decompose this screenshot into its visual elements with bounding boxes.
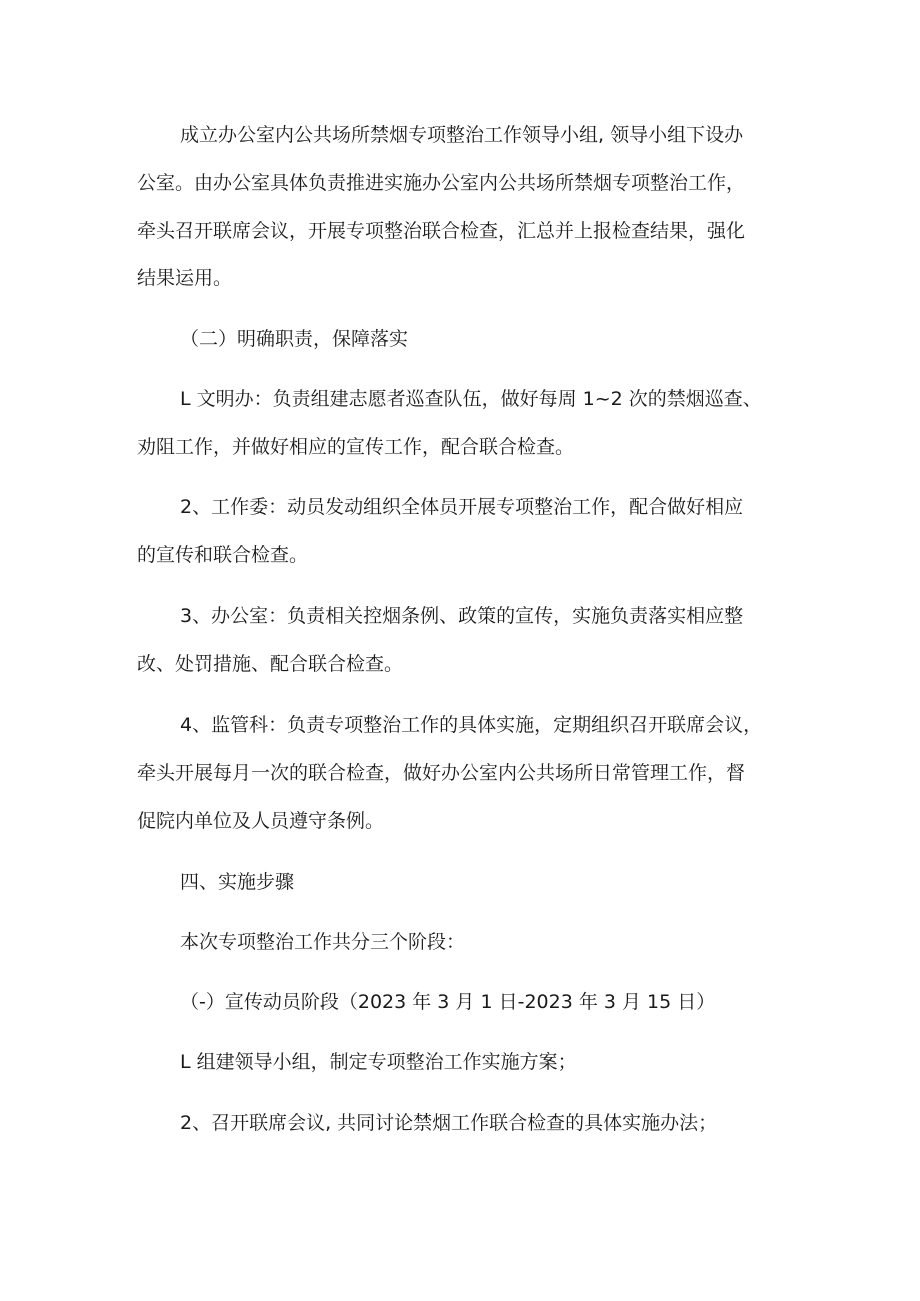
stage-1-heading: （-）宣传动员阶段（2023 年 3 月 1 日-2023 年 3 月 15 日） bbox=[180, 991, 716, 1013]
item-1-line-1: L 文明办：负责组建志愿者巡查队伍，做好每周 1~2 次的禁烟巡查、 bbox=[180, 388, 762, 410]
item-3-line-2: 改、处罚措施、配合联合检查。 bbox=[137, 653, 404, 675]
paragraph-leading-group-line-4: 结果运用。 bbox=[137, 267, 233, 289]
stages-intro: 本次专项整治工作共分三个阶段： bbox=[180, 931, 466, 953]
stage-1-item-2: 2、召开联席会议, 共同讨论禁烟工作联合检查的具体实施办法； bbox=[180, 1112, 718, 1134]
item-2-line-1: 2、工作委：动员发动组织全体员开展专项整治工作，配合做好相应 bbox=[180, 496, 744, 518]
item-4-line-3: 促院内单位及人员遵守条例。 bbox=[137, 810, 385, 832]
item-3-line-1: 3、办公室：负责相关控烟条例、政策的宣传，实施负责落实相应整 bbox=[180, 605, 744, 627]
stage-1-item-1: L 组建领导小组，制定专项整治工作实施方案； bbox=[180, 1051, 577, 1073]
item-4-line-1: 4、监管科：负责专项整治工作的具体实施，定期组织召开联席会议， bbox=[180, 714, 763, 736]
item-1-line-2: 劝阻工作，并做好相应的宣传工作，配合联合检查。 bbox=[137, 436, 575, 458]
paragraph-leading-group-line-3: 牵头召开联席会议，开展专项整治联合检查，汇总并上报检查结果，强化 bbox=[137, 220, 746, 242]
paragraph-leading-group-line-1: 成立办公室内公共场所禁烟专项整治工作领导小组, 领导小组下设办 bbox=[180, 124, 744, 146]
section-heading-duties: （二）明确职责，保障落实 bbox=[180, 328, 409, 350]
item-4-line-2: 牵头开展每月一次的联合检查，做好办公室内公共场所日常管理工作，督 bbox=[137, 762, 746, 784]
section-heading-steps: 四、实施步骤 bbox=[180, 871, 295, 893]
paragraph-leading-group-line-2: 公室。由办公室具体负责推进实施办公室内公共场所禁烟专项整治工作， bbox=[137, 172, 746, 194]
item-2-line-2: 的宣传和联合检查。 bbox=[137, 544, 309, 566]
